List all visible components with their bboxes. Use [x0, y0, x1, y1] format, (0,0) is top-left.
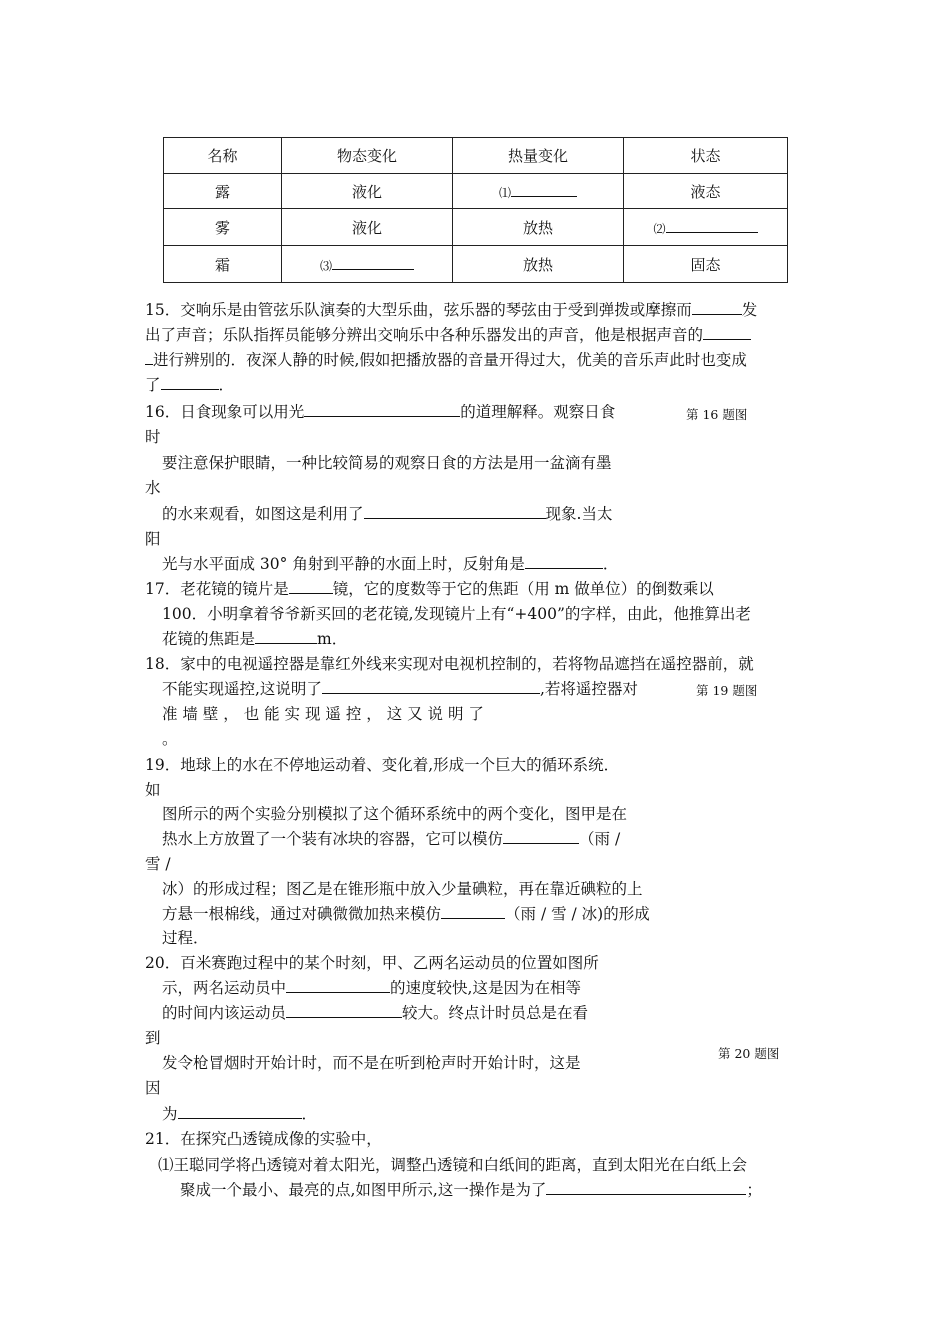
q18-blank-1[interactable]: [322, 678, 540, 694]
q15-line2: 出了声音；乐队指挥员能够分辨出交响乐中各种乐器发出的声音，他是根据声音的: [145, 326, 704, 344]
q15-blank-1[interactable]: [692, 299, 742, 315]
q20-blank-3[interactable]: [178, 1103, 302, 1119]
cell-heat: 放热: [453, 209, 624, 246]
table-row: [164, 209, 788, 246]
q16-blank-1[interactable]: [304, 401, 460, 417]
cell-state-blank[interactable]: ⑵: [624, 209, 788, 246]
cell-name: 霜: [164, 246, 282, 283]
q20-blank-1[interactable]: [286, 977, 390, 993]
cell-change: 液化: [282, 174, 453, 209]
q21-blank-1[interactable]: [546, 1179, 746, 1195]
q15-line3: 进行辨别的．夜深人静的时候,假如把播放器的音量开得过大，优美的音乐声此时也变成: [153, 351, 747, 369]
q17-blank-2[interactable]: [255, 628, 317, 644]
q20-blank-2[interactable]: [286, 1002, 402, 1018]
table-row: [164, 174, 788, 209]
header-name: 名称: [164, 138, 282, 174]
q19-blank-1[interactable]: [503, 828, 579, 844]
q16-blank-3[interactable]: [525, 553, 603, 569]
q19-blank-2[interactable]: [441, 903, 505, 919]
cell-state: 固态: [624, 246, 788, 283]
header-change: 物态变化: [282, 138, 453, 174]
q15-line1: 15．交响乐是由管弦乐队演奏的大型乐曲，弦乐器的琴弦由于受到弹拨或摩擦而: [145, 301, 692, 319]
q15-blank-2[interactable]: [703, 324, 751, 340]
cell-state: 液态: [624, 174, 788, 209]
figure-16-caption: 第 16 题图: [686, 407, 748, 422]
header-heat: 热量变化: [453, 138, 624, 174]
cell-heat: 放热: [453, 246, 624, 283]
properties-table: [163, 137, 788, 283]
cell-change: 液化: [282, 209, 453, 246]
table-row: [164, 246, 788, 283]
q15-blank-3[interactable]: [161, 374, 219, 390]
cell-heat-blank[interactable]: ⑴: [453, 174, 624, 209]
cell-name: 露: [164, 174, 282, 209]
cell-name: 雾: [164, 209, 282, 246]
cell-change-blank[interactable]: ⑶: [282, 246, 453, 283]
figure-20-caption: 第 20 题图: [718, 1046, 780, 1061]
header-state: 状态: [624, 138, 788, 174]
figure-19-caption: 第 19 题图: [696, 683, 758, 698]
q17-blank-1[interactable]: [289, 578, 333, 594]
q16-blank-2[interactable]: [364, 503, 546, 519]
